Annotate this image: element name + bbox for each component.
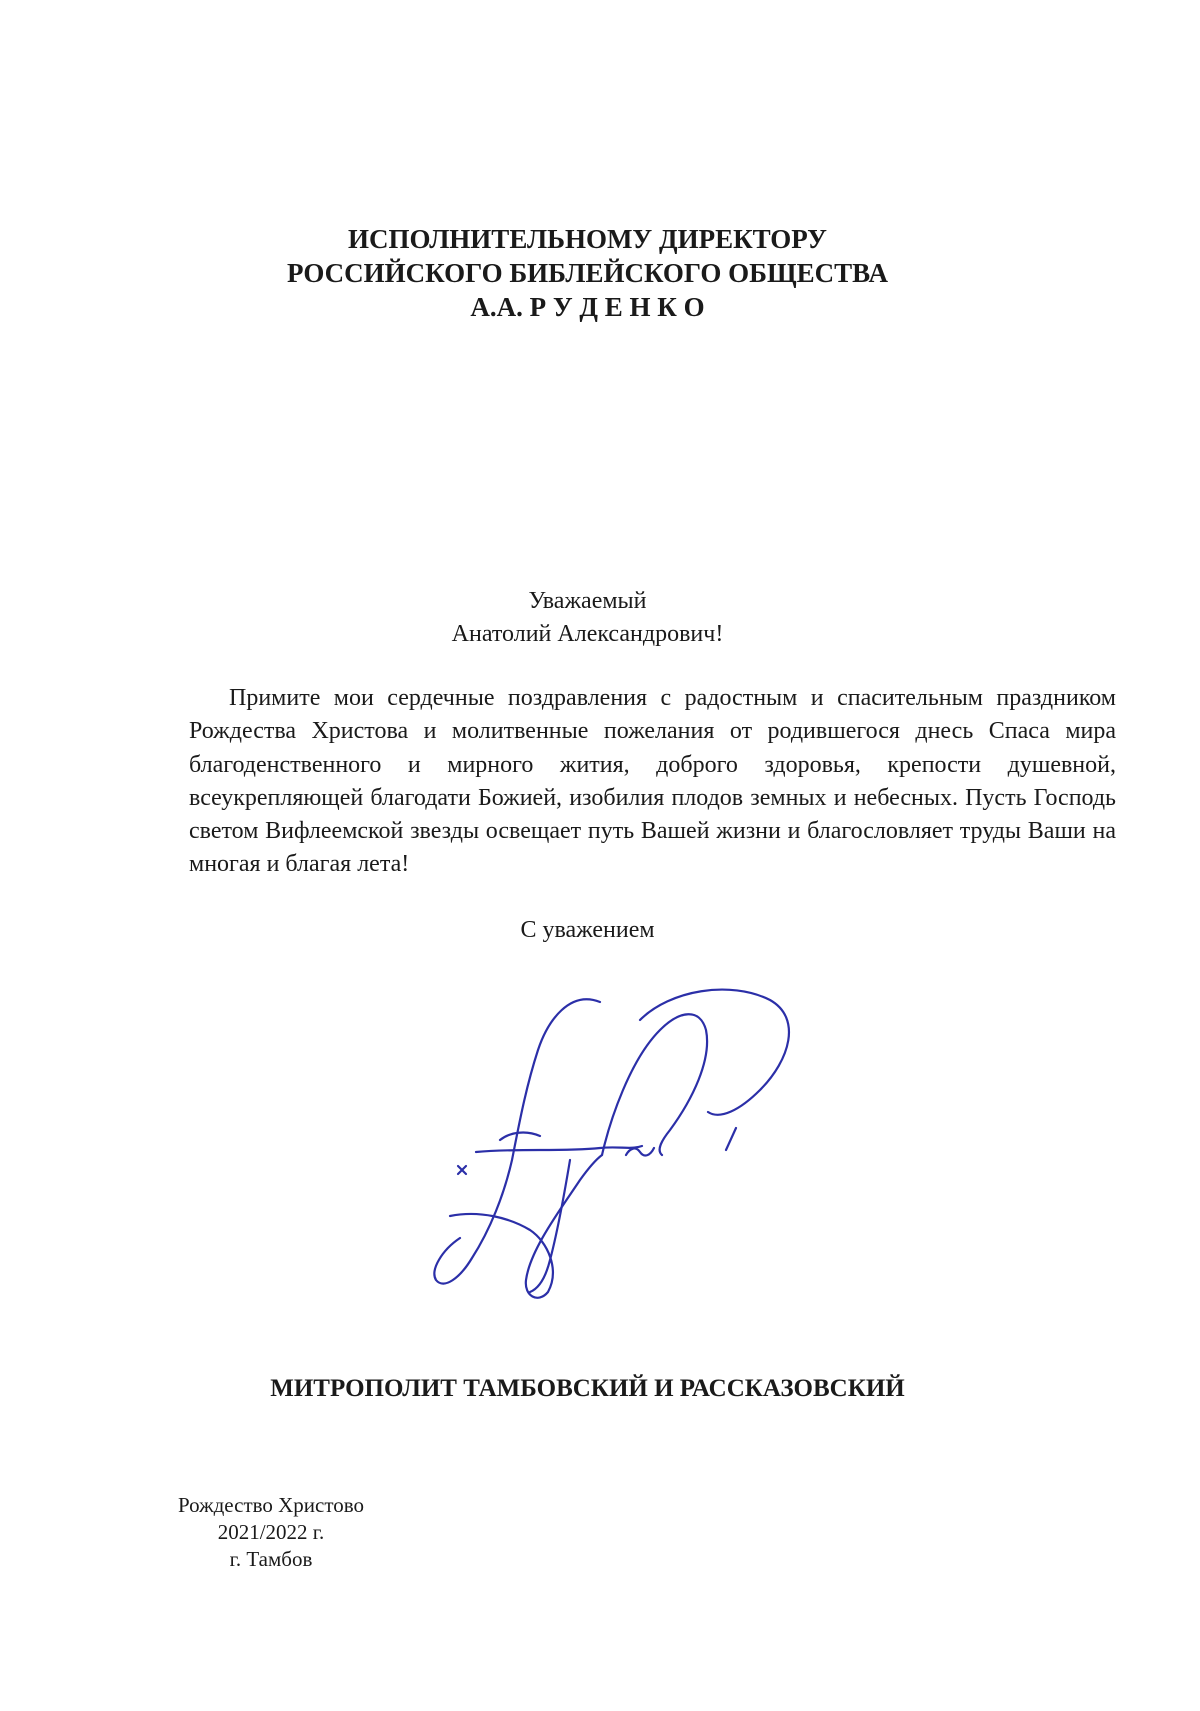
handwritten-signature	[430, 980, 830, 1310]
addressee-line-position: ИСПОЛНИТЕЛЬНОМУ ДИРЕКТОРУ	[348, 224, 827, 254]
place-and-date	[152, 1492, 390, 1573]
letter-paragraph: Примите мои сердечные поздравления с радостным и спасительным праздником Рождества Христова и молитвенные пожелания от родившегося днесь Спаса мира благоденственного и мирного жития, доброго здоровья, крепости душевной, всеукрепляющей благодати Божией, изобилия плодов земных и небесных. Пусть Господь светом Вифлеемской звезды освещает путь Вашей жизни и благословляет труды Ваши на многая и благая лета!	[189, 685, 1116, 878]
salutation-line-1: Уважаемый	[528, 588, 647, 614]
years-line: 2021/2022 г.	[217, 1520, 325, 1544]
salutation-line-2: Анатолий Александрович!	[451, 621, 724, 647]
closing-regards: С уважением	[520, 917, 655, 943]
signatory-title: МИТРОПОЛИТ ТАМБОВСКИЙ И РАССКАЗОВСКИЙ	[270, 1375, 905, 1402]
addressee-block	[0, 222, 1175, 324]
salutation	[0, 585, 1175, 651]
occasion-line: Рождество Христово	[177, 1493, 365, 1517]
city-line: г. Тамбов	[229, 1547, 313, 1571]
letter-body	[189, 682, 1116, 882]
addressee-line-organization: РОССИЙСКОГО БИБЛЕЙСКОГО ОБЩЕСТВА	[287, 258, 888, 288]
addressee-line-name: А.А. Р У Д Е Н К О	[470, 292, 705, 322]
